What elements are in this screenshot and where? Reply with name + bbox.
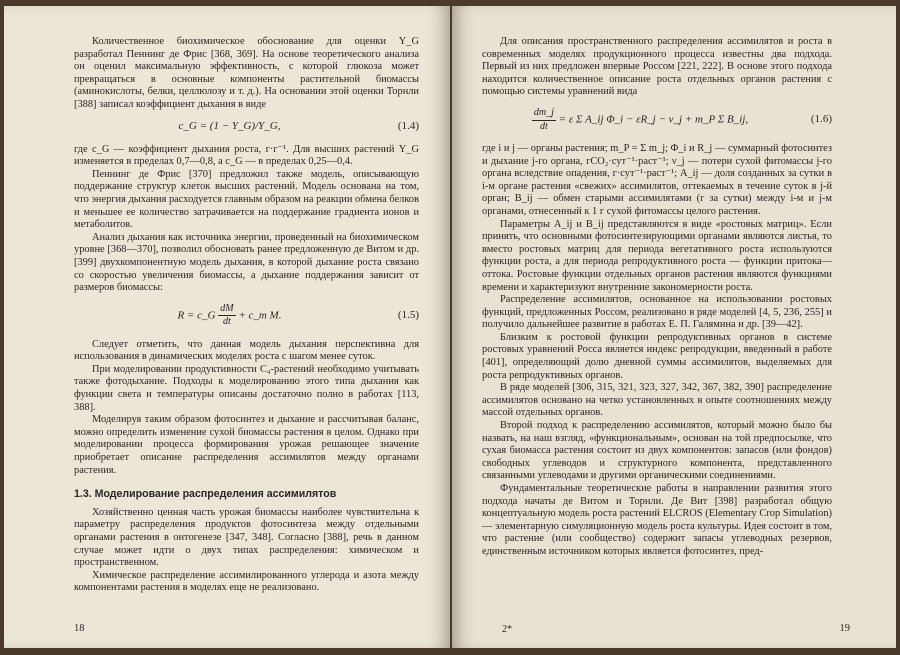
right-text-column [482, 36, 832, 559]
equation-rhs: + c_m M. [238, 309, 282, 322]
right-page [452, 6, 896, 648]
paragraph: Анализ дыхания как источника энергии, проведенный на биохимическом уровне [368—370], позволил обосновать ранее предложенную де Витом и др. [399] двухкомпонентную модель дыхания, в которой дыхание роста связано со скоростью увеличения биомассы, а дыхание поддержания зависит от размеров биомассы: [74, 231, 419, 294]
fraction [532, 107, 556, 133]
fraction-numerator: dm_j [532, 107, 556, 121]
fraction-denominator: dt [540, 120, 548, 132]
paragraph: Хозяйственно ценная часть урожая биомассы наиболее чувствительна к параметру распределения продуктов фотосинтеза между отдельными органами растения в онтогенезе [347, 348]. Согласно [388], речь в данном случае может идти о двух типах распределения: химическом и пространственном. [74, 506, 419, 569]
paragraph: Химическое распределение ассимилированного углерода и азота между компонентами растения в моделях еще не реализовано. [74, 569, 419, 594]
equation-number: (1.4) [397, 119, 419, 132]
equation-1-6 [482, 104, 832, 138]
paragraph: Близким к ростовой функции репродуктивных органов в системе ростовых уравнений Росса является индекс репродукции, введенный в работе [401], определяющий долю дневной суммы ассимилятов, выделяемых для роста репродуктивных органов. [482, 331, 832, 381]
equation-expression: c_G = (1 − Y_G)/Y_G, [178, 119, 281, 132]
equation-expression [482, 107, 798, 133]
paragraph: Моделируя таким образом фотосинтез и дыхание и рассчитывая баланс, можно определить изменение сухой биомассы растения в целом. Однако при моделировании процесса формирования урожая решающее значение приобретает описание распределения ассимилятов между органами растения. [74, 414, 419, 476]
section-heading: 1.3. Моделирование распределения ассимилятов [74, 488, 337, 501]
fraction-numerator: dM [218, 303, 235, 317]
paragraph: где i и j — органы растения; m_P = Σ m_j; Φ_i и R_j — суммарный фотосинтез и дыхание j-го органа, гCO₂·сут⁻¹·раст⁻¹; ν_j — потери сухой фитомассы j-го органа вследствие опадения, г·сут⁻¹·раст⁻¹; A_ij — доля созданных за сутки в i-м органе растения «свежих» ассимилятов, оттекаемых в течение суток в j-й орган; B_ij — обмен старыми ассимилятами (г за сутки) между i-м и j-м органами, отнесенный к 1 г сухой фитомассы целого растения. [482, 142, 832, 217]
equation-expression [74, 303, 385, 329]
signature-mark: 2* [502, 624, 512, 635]
paragraph: Для описания пространственного распределения ассимилятов и роста в современных моделях продукционного процесса известны два подхода. Первый из них предложен впервые Россом [221, 222]. В основе этого подхода находится количественное описание роста отдельных органов растения с помощью системы уравнений вида [482, 36, 832, 98]
left-text-column [74, 36, 419, 595]
left-page [4, 6, 450, 648]
fraction-denominator: dt [223, 316, 231, 328]
equation-1-5 [74, 300, 419, 334]
paragraph: Фундаментальные теоретические работы в направлении развития этого подхода начаты де Витом и Торнли. Де Вит [398] разработал общую концептуальную модель роста растений ELCROS (Elementary Crop Simulation) — элементарную симуляционную модель роста культуры. Идея состоит в том, что растение (или сообщество) содержит запасы углеводных резервов, единственным источником которых является фотосинтез, пред- [482, 483, 832, 557]
paragraph: Пеннинг де Фрис [370] предложил также модель, описывающую поддержание структур клеток высших растений. Модель основана на том, что энергия дыхания расходуется главным образом на реакции обмена белков и меньшее ее количество затрачивается на поддержание градиента ионов и метаболитов. [74, 168, 419, 231]
paragraph: где c_G — коэффициент дыхания роста, г·г⁻¹. Для высших растений Y_G изменяется в пределах 0,7—0,8, а c_G — в пределах 0,25—0,4. [74, 143, 419, 168]
equation-number: (1.5) [397, 308, 419, 321]
paragraph: Распределение ассимилятов, основанное на использовании ростовых функций, предложенных Россом, реализовано в ряде моделей [4, 5, 236, 255] и получило дальнейшее развитие в работах Е. П. Галямина и др. [39—42]. [482, 294, 832, 331]
paragraph: Следует отметить, что данная модель дыхания перспективна для использования в динамических моделях роста с шагом менее суток. [74, 338, 419, 363]
paragraph: Количественное биохимическое обоснование для оценки Y_G разработал Пеннинг де Фрис [368, 369]. На основе теоретического анализа он оценил максимальную эффективность, с которой глюкоза может превращаться в основные компоненты растительной биомассы (аминокислоты, белки, целлюлозу и т. д.). На основании этой оценки Торнли [388] записал коэффициент дыхания в виде [74, 36, 419, 110]
equation-number: (1.6) [810, 112, 832, 125]
paragraph: Параметры A_ij и B_ij представляются в виде «ростовых матриц». Если принять, что основными фотосинтезирующими органами являются листья, то вместо ростовых матриц для периода вегетативного роста используются функции роста, а для периода репродуктивного роста — функции притока—оттока. Ростовые функции отдельных органов растения являются функциями времени и характеризуют внутренние закономерности роста. [482, 218, 832, 293]
equation-body: = ε Σ A_ij Φ_i − εR_j − ν_j + m_P Σ B_ij, [558, 113, 749, 126]
page-number: 19 [839, 623, 850, 634]
paragraph: При моделировании продуктивности C₄-растений необходимо учитывать также фотодыхание. Подходы к моделированию этого типа дыхания как функции света и температуры описаны достаточно полно в работах [113, 388]. [74, 363, 419, 413]
equation-1-4 [74, 117, 419, 139]
equation-lhs: R = c_G [177, 309, 216, 322]
fraction [218, 303, 235, 329]
paragraph: Второй подход к распределению ассимилятов, который можно было бы назвать, на наш взгляд, «функциональным», основан на той предпосылке, что сухая биомасса растения состоит из двух компонентов: запасов (или фондов) свободных углеводов и структурного компонента, представленного связанными углеводами и другими органическими соединениями. [482, 420, 832, 482]
page-number: 18 [74, 623, 85, 634]
paragraph: В ряде моделей [306, 315, 321, 323, 327, 342, 367, 382, 390] распределение ассимилятов основано на четко установленных в опыте соотношениях между массой отдельных органов. [482, 382, 832, 419]
